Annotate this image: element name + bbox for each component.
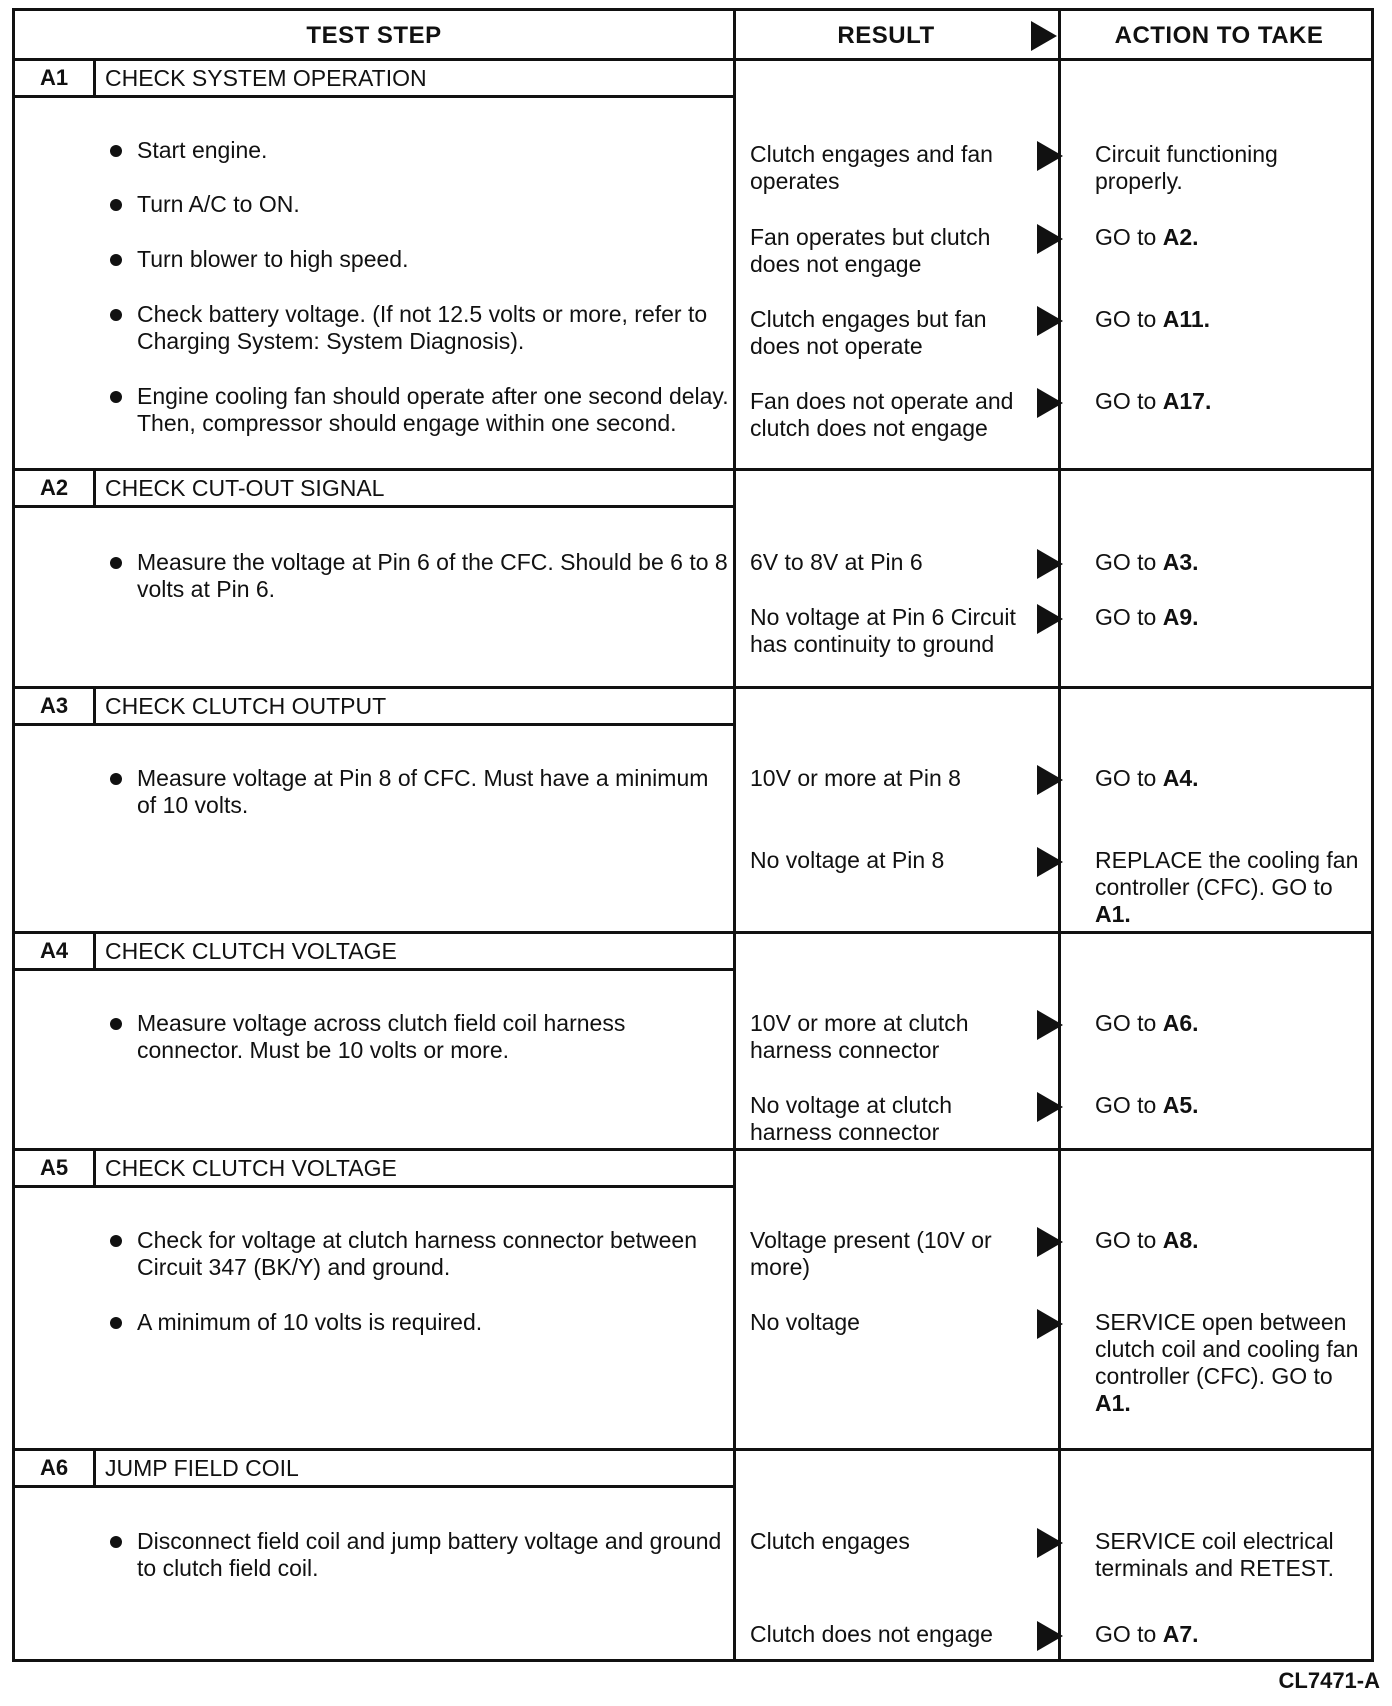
action-text: GO to A4. bbox=[1095, 765, 1199, 791]
action-text: GO to A2. bbox=[1095, 224, 1199, 250]
bullet-dot-icon bbox=[110, 254, 122, 266]
bullet-item: Start engine. bbox=[110, 137, 730, 164]
step-reference: A11. bbox=[1162, 306, 1211, 332]
arrow-right-icon bbox=[1037, 306, 1063, 336]
action-text: GO to A6. bbox=[1095, 1010, 1199, 1036]
arrow-right-icon bbox=[1037, 1010, 1063, 1040]
bullet-item: Measure the voltage at Pin 6 of the CFC. Should be 6 to 8 volts at Pin 6. bbox=[110, 549, 730, 603]
step-reference: A9. bbox=[1162, 604, 1199, 630]
result-text: 10V or more at Pin 8 bbox=[750, 765, 961, 791]
step-reference: A6. bbox=[1162, 1010, 1199, 1036]
action-text: SERVICE coil electrical terminals and RETEST. bbox=[1095, 1528, 1335, 1581]
result-text: 10V or more at clutch harness connector bbox=[750, 1010, 969, 1063]
header-result: RESULT bbox=[837, 22, 935, 49]
arrow-right-icon bbox=[1037, 847, 1063, 877]
action-text: GO to A3. bbox=[1095, 549, 1199, 575]
bullet-dot-icon bbox=[110, 557, 122, 569]
action-text: Circuit functioning properly. bbox=[1095, 141, 1278, 194]
step-reference: A5. bbox=[1162, 1092, 1199, 1118]
action-text: GO to A9. bbox=[1095, 604, 1199, 630]
step-reference: A1. bbox=[1095, 1390, 1131, 1416]
step-title: CHECK SYSTEM OPERATION bbox=[105, 64, 427, 91]
bullet-dot-icon bbox=[110, 1235, 122, 1247]
step-id: A2 bbox=[15, 471, 96, 505]
step-reference: A8. bbox=[1162, 1227, 1199, 1253]
action-text: GO to A8. bbox=[1095, 1227, 1199, 1253]
diagnostic-table bbox=[12, 8, 1374, 1662]
step-title: CHECK CLUTCH VOLTAGE bbox=[105, 1154, 397, 1181]
step-a5 bbox=[15, 1151, 1371, 1448]
arrow-right-icon bbox=[1037, 224, 1063, 254]
arrow-right-icon bbox=[1037, 1309, 1063, 1339]
result-text: Fan operates but clutch does not engage bbox=[750, 224, 991, 277]
step-id: A1 bbox=[15, 61, 96, 95]
step-id: A4 bbox=[15, 934, 96, 968]
bullet-dot-icon bbox=[110, 391, 122, 403]
bullet-item: Turn blower to high speed. bbox=[110, 246, 730, 273]
action-text: REPLACE the cooling fan controller (CFC). GO to A1. bbox=[1095, 847, 1359, 927]
result-text: Clutch does not engage bbox=[750, 1621, 993, 1647]
bullet-dot-icon bbox=[110, 1018, 122, 1030]
header-test-step: TEST STEP bbox=[306, 22, 442, 49]
step-id: A6 bbox=[15, 1451, 96, 1485]
bullet-item: Turn A/C to ON. bbox=[110, 191, 730, 218]
step-reference: A2. bbox=[1162, 224, 1199, 250]
result-text: Fan does not operate and clutch does not engage bbox=[750, 388, 1014, 441]
bullet-dot-icon bbox=[110, 309, 122, 321]
header-action: ACTION TO TAKE bbox=[1114, 22, 1324, 49]
step-reference: A7. bbox=[1162, 1621, 1199, 1647]
bullet-dot-icon bbox=[110, 773, 122, 785]
step-title: CHECK CLUTCH OUTPUT bbox=[105, 692, 387, 719]
step-reference: A17. bbox=[1162, 388, 1212, 414]
action-text: GO to A7. bbox=[1095, 1621, 1199, 1647]
step-title-bar bbox=[15, 61, 733, 98]
arrow-right-icon bbox=[1037, 604, 1063, 634]
step-title-bar bbox=[15, 471, 733, 508]
step-id: A3 bbox=[15, 689, 96, 723]
bullet-item: A minimum of 10 volts is required. bbox=[110, 1309, 730, 1336]
header-arrow-icon bbox=[1031, 21, 1057, 51]
bullet-item: Check battery voltage. (If not 12.5 volts or more, refer to Charging System: System Diagnosis). bbox=[110, 301, 730, 355]
bullet-item: Measure voltage across clutch field coil harness connector. Must be 10 volts or more. bbox=[110, 1010, 730, 1064]
arrow-right-icon bbox=[1037, 1227, 1063, 1257]
bullet-item: Measure voltage at Pin 8 of CFC. Must have a minimum of 10 volts. bbox=[110, 765, 730, 819]
step-title-bar bbox=[15, 934, 733, 971]
arrow-right-icon bbox=[1037, 1621, 1063, 1651]
step-a1 bbox=[15, 61, 1371, 468]
action-text: GO to A17. bbox=[1095, 388, 1212, 414]
result-text: 6V to 8V at Pin 6 bbox=[750, 549, 923, 575]
step-a3 bbox=[15, 689, 1371, 931]
result-text: No voltage bbox=[750, 1309, 860, 1335]
bullet-item: Disconnect field coil and jump battery voltage and ground to clutch field coil. bbox=[110, 1528, 730, 1582]
step-title-bar bbox=[15, 689, 733, 726]
result-text: Clutch engages bbox=[750, 1528, 910, 1554]
result-text: No voltage at Pin 6 Circuit has continuity to ground bbox=[750, 604, 1016, 657]
bullet-dot-icon bbox=[110, 1536, 122, 1548]
bullet-dot-icon bbox=[110, 199, 122, 211]
arrow-right-icon bbox=[1037, 388, 1063, 418]
bullet-item: Check for voltage at clutch harness connector between Circuit 347 (BK/Y) and ground. bbox=[110, 1227, 730, 1281]
step-id: A5 bbox=[15, 1151, 96, 1185]
result-text: Clutch engages but fan does not operate bbox=[750, 306, 987, 359]
step-title-bar bbox=[15, 1151, 733, 1188]
figure-code: CL7471-A bbox=[1278, 1668, 1380, 1693]
step-a6 bbox=[15, 1451, 1371, 1662]
action-text: GO to A11. bbox=[1095, 306, 1211, 332]
step-title-bar bbox=[15, 1451, 733, 1488]
result-text: Voltage present (10V or more) bbox=[750, 1227, 992, 1280]
step-a4 bbox=[15, 934, 1371, 1148]
step-a2 bbox=[15, 471, 1371, 686]
result-text: No voltage at Pin 8 bbox=[750, 847, 945, 873]
bullet-dot-icon bbox=[110, 145, 122, 157]
step-title: CHECK CLUTCH VOLTAGE bbox=[105, 937, 397, 964]
arrow-right-icon bbox=[1037, 1528, 1063, 1558]
step-title: JUMP FIELD COIL bbox=[105, 1454, 299, 1481]
bullet-dot-icon bbox=[110, 1317, 122, 1329]
arrow-right-icon bbox=[1037, 141, 1063, 171]
step-reference: A4. bbox=[1162, 765, 1199, 791]
result-text: Clutch engages and fan operates bbox=[750, 141, 993, 194]
arrow-right-icon bbox=[1037, 549, 1063, 579]
action-text: GO to A5. bbox=[1095, 1092, 1199, 1118]
arrow-right-icon bbox=[1037, 1092, 1063, 1122]
result-text: No voltage at clutch harness connector bbox=[750, 1092, 953, 1145]
action-text: SERVICE open between clutch coil and cooling fan controller (CFC). GO to A1. bbox=[1095, 1309, 1359, 1416]
bullet-item: Engine cooling fan should operate after one second delay. Then, compressor should engage within one second. bbox=[110, 383, 730, 437]
step-reference: A3. bbox=[1162, 549, 1199, 575]
step-title: CHECK CUT-OUT SIGNAL bbox=[105, 474, 385, 501]
step-reference: A1. bbox=[1095, 901, 1131, 927]
arrow-right-icon bbox=[1037, 765, 1063, 795]
